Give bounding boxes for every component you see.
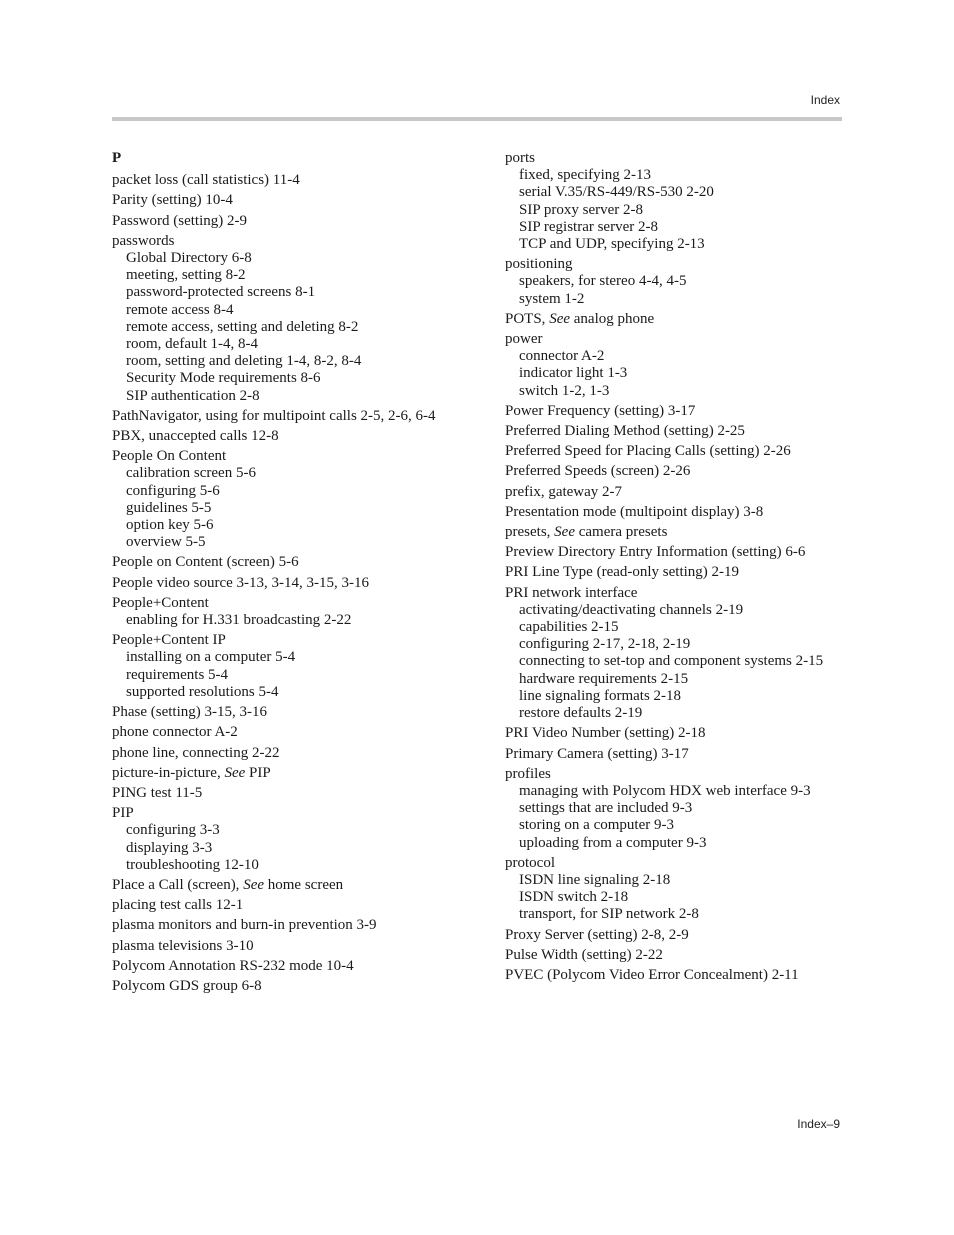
index-sub-term: SIP authentication 2-8 (126, 387, 260, 404)
index-entry (112, 554, 452, 571)
index-entry (505, 585, 850, 723)
index-sub-term: connecting to set-top and component systems 2-15 (519, 653, 824, 670)
index-term-text: power (505, 331, 543, 348)
index-main-term (505, 311, 850, 328)
index-main-term (112, 632, 452, 649)
index-main-term (112, 192, 452, 209)
index-term-text: People+Content (112, 594, 209, 611)
index-entry (112, 428, 452, 445)
index-sub-term: transport, for SIP network 2-8 (519, 906, 699, 923)
index-entry (505, 484, 850, 501)
index-sub-term: activating/deactivating channels 2-19 (519, 601, 744, 618)
index-term-text: PVEC (Polycom Video Error Concealment) 2-11 (505, 966, 799, 983)
index-sub-term: SIP proxy server 2-8 (519, 201, 644, 218)
index-term-text: positioning (505, 256, 573, 273)
index-main-term (505, 927, 850, 944)
index-term-text: Preferred Dialing Method (setting) 2-25 (505, 423, 745, 440)
index-sub-term: enabling for H.331 broadcasting 2-22 (126, 612, 352, 629)
see-target: camera presets (578, 524, 668, 541)
index-sub-term: troubleshooting 12-10 (126, 856, 259, 873)
index-term-text: placing test calls 12-1 (112, 897, 244, 914)
index-entry (112, 917, 452, 934)
index-entry (112, 958, 452, 975)
index-sub-term: calibration screen 5-6 (126, 465, 256, 482)
index-sub-term: requirements 5-4 (126, 666, 229, 683)
index-main-term (505, 746, 850, 763)
index-sub-term: managing with Polycom HDX web interface 9-3 (519, 782, 811, 799)
index-entry (505, 855, 850, 924)
see-reference: See (549, 310, 571, 327)
index-sub-term: line signaling formats 2-18 (519, 687, 682, 704)
index-entry (505, 504, 850, 521)
index-main-term (505, 504, 850, 521)
index-sub-term: indicator light 1-3 (519, 365, 628, 382)
index-section-letter: P (112, 150, 122, 166)
index-main-term (112, 595, 452, 612)
index-main-term (112, 408, 452, 425)
index-sub-term: overview 5-5 (126, 534, 206, 551)
index-term-text: Password (setting) 2-9 (112, 212, 247, 229)
index-term-text: Pulse Width (setting) 2-22 (505, 946, 663, 963)
index-entry (112, 595, 452, 629)
index-sub-term: configuring 2-17, 2-18, 2-19 (519, 636, 691, 653)
index-entry (112, 938, 452, 955)
index-term-text: packet loss (call statistics) 11-4 (112, 172, 300, 189)
index-main-term (505, 766, 850, 783)
index-term-text: Polycom GDS group 6-8 (112, 977, 262, 994)
index-main-term (505, 967, 850, 984)
index-sub-term: restore defaults 2-19 (519, 705, 643, 722)
index-main-term (112, 448, 452, 465)
index-sub-term: password-protected screens 8-1 (126, 284, 316, 301)
page-number: Index–9 (797, 1117, 840, 1131)
index-sub-term: remote access, setting and deleting 8-2 (126, 318, 359, 335)
index-entry (112, 805, 452, 874)
index-main-term (112, 575, 452, 592)
index-term-text: Polycom Annotation RS-232 mode 10-4 (112, 957, 354, 974)
index-main-term (505, 524, 850, 541)
index-term-text: Phase (setting) 3-15, 3-16 (112, 704, 267, 721)
index-main-term (505, 855, 850, 872)
index-main-term (505, 725, 850, 742)
index-column-right (505, 150, 850, 987)
index-sub-term: fixed, specifying 2-13 (519, 167, 652, 184)
index-term-text: PRI Video Number (setting) 2-18 (505, 725, 706, 742)
index-sub-term: guidelines 5-5 (126, 499, 212, 516)
index-main-term (112, 877, 452, 894)
index-term-text: phone line, connecting 2-22 (112, 744, 280, 761)
index-sub-term: storing on a computer 9-3 (519, 817, 674, 834)
index-entry (505, 311, 850, 328)
index-entry (112, 172, 452, 189)
index-entry (505, 256, 850, 308)
see-reference: See (224, 764, 246, 781)
index-main-term (112, 897, 452, 914)
index-entry (505, 524, 850, 541)
index-entry (505, 947, 850, 964)
index-term-text: PRI network interface (505, 584, 638, 601)
index-term-text: POTS, (505, 310, 546, 327)
index-sub-term: ISDN line signaling 2-18 (519, 871, 671, 888)
index-term-text: People On Content (112, 448, 227, 465)
index-term-text: Proxy Server (setting) 2-8, 2-9 (505, 926, 689, 943)
index-main-term (112, 917, 452, 934)
index-term-text: Parity (setting) 10-4 (112, 192, 233, 209)
index-main-term (505, 585, 850, 602)
index-entry (505, 766, 850, 852)
index-sub-term: settings that are included 9-3 (519, 800, 693, 817)
index-main-term (112, 785, 452, 802)
index-main-term (505, 947, 850, 964)
index-column-left (112, 150, 452, 998)
index-entry (112, 785, 452, 802)
index-term-text: protocol (505, 854, 555, 871)
index-entry (505, 967, 850, 984)
index-entry (505, 463, 850, 480)
index-main-term (112, 233, 452, 250)
index-term-text: profiles (505, 765, 551, 782)
index-entry (112, 877, 452, 894)
index-term-text: Primary Camera (setting) 3-17 (505, 745, 689, 762)
see-reference: See (243, 876, 265, 893)
index-entry (505, 544, 850, 561)
index-term-text: PRI Line Type (read-only setting) 2-19 (505, 564, 740, 581)
index-main-term (505, 331, 850, 348)
index-term-text: PBX, unaccepted calls 12-8 (112, 428, 279, 445)
index-entry (505, 443, 850, 460)
index-term-text: People video source 3-13, 3-14, 3-15, 3-16 (112, 574, 370, 591)
index-entry (505, 150, 850, 253)
index-term-text: Preferred Speeds (screen) 2-26 (505, 463, 691, 480)
index-main-term (505, 544, 850, 561)
index-term-text: PathNavigator, using for multipoint calls 2-5, 2-6, 6-4 (112, 407, 436, 424)
index-main-term (505, 403, 850, 420)
index-main-term (112, 765, 452, 782)
index-main-term (112, 554, 452, 571)
index-entry (112, 632, 452, 701)
index-entry (112, 765, 452, 782)
index-term-text: Preview Directory Entry Information (setting) 6-6 (505, 544, 806, 561)
index-sub-term: connector A-2 (519, 348, 605, 365)
index-sub-term: room, default 1-4, 8-4 (126, 336, 259, 353)
index-main-term (112, 745, 452, 762)
see-reference: See (554, 524, 575, 541)
index-term-text: phone connector A-2 (112, 724, 238, 741)
running-head: Index (810, 93, 840, 107)
index-sub-term: SIP registrar server 2-8 (519, 218, 658, 235)
index-entry (505, 725, 850, 742)
index-sub-term: meeting, setting 8-2 (126, 267, 246, 284)
index-main-term (112, 704, 452, 721)
index-sub-term: remote access 8-4 (126, 301, 234, 318)
index-sub-term: Global Directory 6-8 (126, 250, 252, 267)
index-term-text: plasma monitors and burn-in prevention 3-9 (112, 917, 377, 934)
index-entry (112, 575, 452, 592)
header-rule (112, 117, 842, 121)
index-term-text: Preferred Speed for Placing Calls (setting) 2-26 (505, 443, 791, 460)
index-sub-term: TCP and UDP, specifying 2-13 (519, 236, 705, 253)
index-entry (505, 403, 850, 420)
index-sub-term: capabilities 2-15 (519, 619, 619, 636)
index-term-text: PING test 11-5 (112, 784, 203, 801)
index-term-text: PIP (112, 805, 134, 822)
index-main-term (112, 213, 452, 230)
index-main-term (112, 724, 452, 741)
index-term-text: Power Frequency (setting) 3-17 (505, 402, 696, 419)
index-entry (112, 408, 452, 425)
index-term-text: passwords (112, 232, 175, 249)
index-main-term (505, 443, 850, 460)
see-target: PIP (249, 764, 271, 781)
index-term-text: presets, (505, 524, 551, 541)
see-target: analog phone (573, 310, 655, 327)
index-sub-term: Security Mode requirements 8-6 (126, 370, 321, 387)
index-term-text: prefix, gateway 2-7 (505, 483, 623, 500)
index-entry (112, 192, 452, 209)
index-main-term (505, 484, 850, 501)
index-entry (112, 745, 452, 762)
index-term-text: plasma televisions 3-10 (112, 937, 254, 954)
index-main-term (112, 172, 452, 189)
index-sub-term: installing on a computer 5-4 (126, 649, 296, 666)
index-sub-term: uploading from a computer 9-3 (519, 834, 707, 851)
index-sub-term: ISDN switch 2-18 (519, 889, 629, 906)
index-sub-term: system 1-2 (519, 290, 585, 307)
left-entries (112, 172, 452, 995)
index-entry (112, 704, 452, 721)
index-entry (505, 331, 850, 400)
index-sub-term: switch 1-2, 1-3 (519, 382, 610, 399)
index-main-term (112, 428, 452, 445)
index-entry (505, 423, 850, 440)
index-main-term (505, 423, 850, 440)
index-main-term (505, 150, 850, 167)
index-entry (112, 897, 452, 914)
index-term-text: People on Content (screen) 5-6 (112, 554, 299, 571)
index-term-text: picture-in-picture, (112, 764, 221, 781)
index-main-term (505, 463, 850, 480)
index-sub-term: displaying 3-3 (126, 839, 213, 856)
index-term-text: Presentation mode (multipoint display) 3-8 (505, 503, 764, 520)
index-term-text: Place a Call (screen), (112, 876, 240, 893)
index-sub-term: room, setting and deleting 1-4, 8-2, 8-4 (126, 353, 362, 370)
index-entry (505, 927, 850, 944)
index-entry (505, 564, 850, 581)
index-sub-term: hardware requirements 2-15 (519, 670, 689, 687)
index-main-term (112, 938, 452, 955)
index-entry (112, 978, 452, 995)
right-entries (505, 150, 850, 984)
index-entry (112, 233, 452, 405)
index-term-text: People+Content IP (112, 632, 226, 649)
see-target: home screen (267, 876, 344, 893)
index-main-term (112, 958, 452, 975)
index-entry (112, 724, 452, 741)
index-sub-term: supported resolutions 5-4 (126, 683, 279, 700)
index-main-term (505, 564, 850, 581)
index-entry (112, 213, 452, 230)
index-sub-term: speakers, for stereo 4-4, 4-5 (519, 273, 687, 290)
index-entry (505, 746, 850, 763)
index-main-term (505, 256, 850, 273)
index-sub-term: configuring 3-3 (126, 822, 220, 839)
index-term-text: ports (505, 150, 535, 166)
index-main-term (112, 805, 452, 822)
index-sub-term: option key 5-6 (126, 517, 214, 534)
index-entry (112, 448, 452, 551)
index-sub-term: serial V.35/RS-449/RS-530 2-20 (519, 184, 714, 201)
index-sub-term: configuring 5-6 (126, 482, 220, 499)
index-main-term (112, 978, 452, 995)
